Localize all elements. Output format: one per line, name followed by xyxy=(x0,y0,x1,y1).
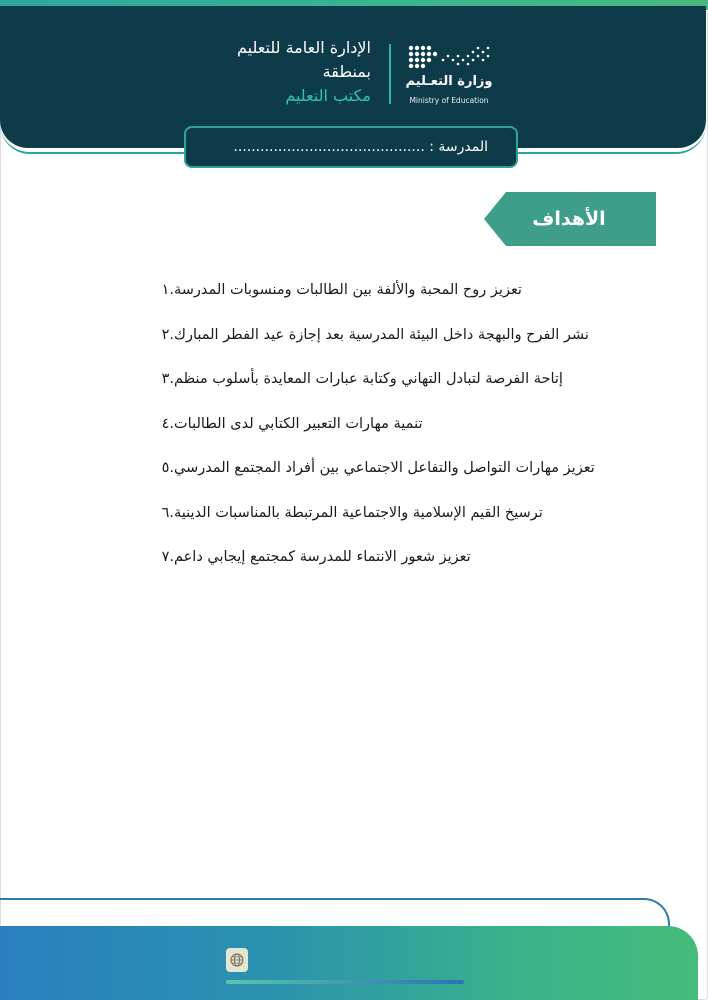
goal-number: .٧ xyxy=(161,549,174,566)
globe-icon-graphic xyxy=(230,953,244,967)
moe-logo-icon xyxy=(403,40,495,108)
school-name-field: المدرسة : ........................................... xyxy=(184,126,518,168)
goal-text: ترسيخ القيم الإسلامية والاجتماعية المرتبطة بالمناسبات الدينية xyxy=(174,504,543,521)
goal-number: .٣ xyxy=(161,371,174,388)
goals-list xyxy=(142,268,662,580)
goal-text: تعزيز مهارات التواصل والتفاعل الاجتماعي بين أفراد المجتمع المدرسي xyxy=(174,460,595,477)
goal-item xyxy=(142,535,662,580)
section-title: الأهداف xyxy=(532,208,606,230)
administration-text xyxy=(171,36,371,108)
goal-number: .٤ xyxy=(161,415,174,432)
logo-arabic-text: وزارة التعـليم xyxy=(405,74,493,89)
gov-line-2: بمنطقة xyxy=(322,62,371,81)
goal-item xyxy=(142,491,662,536)
globe-icon xyxy=(226,948,248,972)
header-divider xyxy=(389,44,391,104)
goal-item xyxy=(142,357,662,402)
goal-item xyxy=(142,446,662,491)
goal-number: .٦ xyxy=(161,504,174,521)
footer-band xyxy=(0,926,698,1000)
logo-english-text: Ministry of Education xyxy=(409,96,489,105)
goal-item xyxy=(142,402,662,447)
goal-text: تنمية مهارات التعبير الكتابي لدى الطالبات xyxy=(174,415,423,432)
goal-text: تعزيز شعور الانتماء للمدرسة كمجتمع إيجابي داعم xyxy=(174,549,471,566)
goal-number: .١ xyxy=(161,282,174,299)
goal-text: تعزيز روح المحبة والألفة بين الطالبات ومنسوبات المدرسة xyxy=(174,282,522,299)
goal-number: .٢ xyxy=(161,326,174,343)
gov-line-3: مكتب التعليم xyxy=(285,86,371,105)
goal-text: إتاحة الفرصة لتبادل التهاني وكتابة عبارات المعايدة بأسلوب منظم xyxy=(174,371,563,388)
goal-item xyxy=(142,313,662,358)
goal-number: .٥ xyxy=(161,460,174,477)
footer-progress-line xyxy=(226,980,464,984)
gov-line-1: الإدارة العامة للتعليم xyxy=(237,38,371,57)
moe-logo-dots xyxy=(403,40,495,74)
goal-item xyxy=(142,268,662,313)
goal-text: نشر الفرح والبهجة داخل البيئة المدرسية بعد إجازة عيد الفطر المبارك xyxy=(174,326,589,343)
